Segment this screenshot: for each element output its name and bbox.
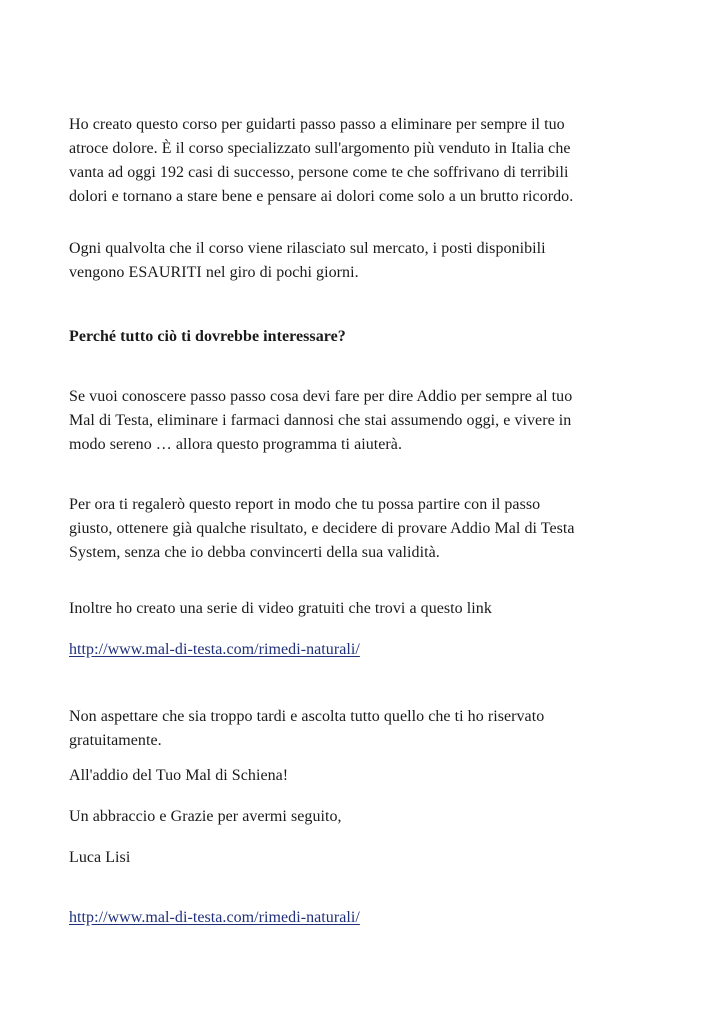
link-paragraph-1: [69, 638, 669, 662]
videos-paragraph: [69, 597, 669, 621]
availability-paragraph: [69, 237, 669, 285]
report-paragraph: [69, 493, 669, 565]
report-line: Per ora ti regalerò questo report in modo che tu possa partire con il passo: [69, 496, 541, 513]
availability-line: vengono ESAURITI nel giro di pochi giorni.: [69, 264, 359, 281]
videos-text: Inoltre ho creato una serie di video gratuiti che trovi a questo link: [69, 600, 492, 617]
signature-text: Luca Lisi: [69, 849, 131, 866]
link-paragraph-2: [69, 906, 669, 930]
report-line: giusto, ottenere già qualche risultato, e decidere di provare Addio Mal di Testa: [69, 520, 575, 537]
availability-line: Ogni qualvolta che il corso viene rilasciato sul mercato, i posti disponibili: [69, 240, 546, 257]
report-line: System, senza che io debba convincerti della sua validità.: [69, 544, 440, 561]
question-heading-text: Perché tutto ciò ti dovrebbe interessare?: [69, 328, 346, 345]
intro-line: Ho creato questo corso per guidarti passo passo a eliminare per sempre il tuo: [69, 116, 565, 133]
thanks-paragraph: [69, 805, 669, 829]
urgency-line: Non aspettare che sia troppo tardi e ascolta tutto quello che ti ho riservato: [69, 708, 545, 725]
benefit-line: Se vuoi conoscere passo passo cosa devi fare per dire Addio per sempre al tuo: [69, 388, 573, 405]
benefit-line: modo sereno … allora questo programma ti aiuterà.: [69, 436, 403, 453]
benefit-paragraph: [69, 385, 669, 457]
rimedi-naturali-link-footer[interactable]: http://www.mal-di-testa.com/rimedi-naturali/: [69, 909, 360, 926]
farewell-paragraph: [69, 764, 669, 788]
urgency-line: gratuitamente.: [69, 732, 162, 749]
farewell-text: All'addio del Tuo Mal di Schiena!: [69, 767, 289, 784]
intro-line: atroce dolore. È il corso specializzato sull'argomento più venduto in Italia che: [69, 140, 571, 157]
intro-paragraph: [69, 113, 669, 209]
rimedi-naturali-link[interactable]: http://www.mal-di-testa.com/rimedi-naturali/: [69, 641, 360, 658]
intro-line: vanta ad oggi 192 casi di successo, persone come te che soffrivano di terribili: [69, 164, 569, 181]
signature-paragraph: [69, 846, 669, 870]
intro-line: dolori e tornano a stare bene e pensare ai dolori come solo a un brutto ricordo.: [69, 188, 574, 205]
question-heading: [69, 325, 669, 349]
benefit-line: Mal di Testa, eliminare i farmaci dannosi che stai assumendo oggi, e vivere in: [69, 412, 572, 429]
thanks-text: Un abbraccio e Grazie per avermi seguito,: [69, 808, 342, 825]
urgency-paragraph: [69, 705, 669, 753]
